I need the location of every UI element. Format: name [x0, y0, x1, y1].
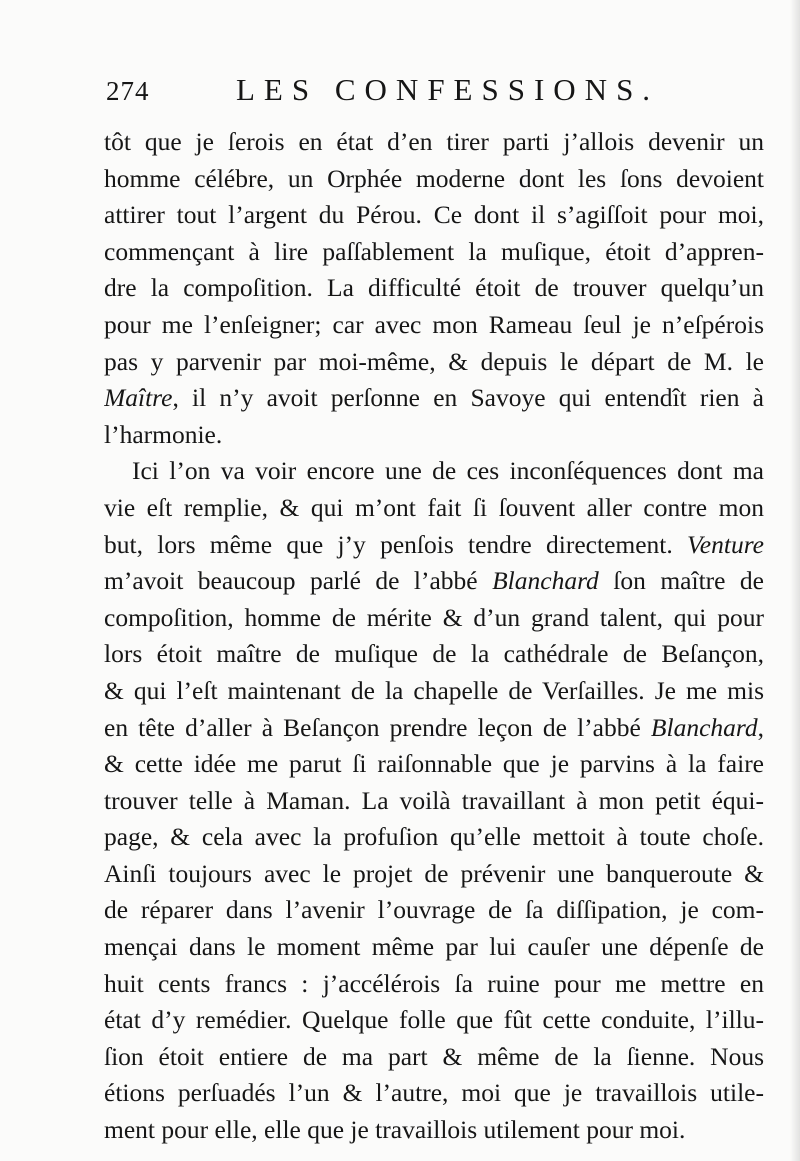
running-title: LES CONFESSIONS.	[236, 72, 660, 107]
text-line: Ainſi toujours avec le projet de prévenir une banqueroute &	[104, 858, 764, 888]
text-line: étions perſuadés l’un & l’autre, moi que je travaillois utile-	[104, 1078, 764, 1108]
page-header	[106, 72, 666, 112]
text-line: & qui l’eſt maintenant de la chapelle de Verſailles. Je me mis	[104, 675, 764, 705]
text-line: page, & cela avec la profuſion qu’elle mettoit à toute choſe.	[104, 822, 764, 852]
text-line: but, lors même que j’y penſois tendre directement. Venture	[104, 529, 764, 559]
text-line: état d’y remédier. Quelque folle que fût cette conduite, l’illu-	[104, 1005, 764, 1035]
text-line: l’harmonie.	[104, 419, 223, 449]
text-line: trouver telle à Maman. La voilà travaillant à mon petit équi-	[104, 785, 764, 815]
text-line: homme célébre, un Orphée moderne dont les ſons devoient	[104, 163, 764, 193]
text-line: commençant à lire paſſablement la muſique, étoit d’appren-	[104, 236, 764, 266]
text-line: Maître, il n’y avoit perſonne en Savoye qui entendît rien à	[104, 383, 764, 413]
body-text	[104, 124, 764, 1149]
text-line: Ici l’on va voir encore une de ces inconſéquences dont ma	[132, 456, 764, 486]
text-line: compoſition, homme de mérite & d’un grand talent, qui pour	[104, 602, 764, 632]
page-number: 274	[106, 76, 150, 106]
text-line: huit cents francs : j’accélérois ſa ruine pour me mettre en	[104, 968, 764, 998]
text-line: en tête d’aller à Beſançon prendre leçon de l’abbé Blanchard,	[104, 712, 764, 742]
text-line: m’avoit beaucoup parlé de l’abbé Blanchard ſon maître de	[104, 566, 764, 596]
text-line: attirer tout l’argent du Pérou. Ce dont il s’agiſſoit pour moi,	[104, 200, 764, 230]
text-line: & cette idée me parut ſi raiſonnable que je parvins à la faire	[104, 749, 764, 779]
text-line: de réparer dans l’avenir l’ouvrage de ſa diſſipation, je com-	[104, 895, 764, 925]
text-line: ment pour elle, elle que je travaillois utilement pour moi.	[104, 1115, 686, 1145]
text-line: lors étoit maître de muſique de la cathédrale de Beſançon,	[104, 639, 764, 669]
text-line: dre la compoſition. La difficulté étoit de trouver quelqu’un	[104, 273, 764, 303]
page-edge-shadow	[790, 0, 800, 1161]
text-line: pas y parvenir par moi-même, & depuis le départ de M. le	[104, 346, 764, 376]
text-line: pour me l’enſeigner; car avec mon Rameau ſeul je n’eſpérois	[104, 309, 764, 339]
text-line: mençai dans le moment même par lui cauſer une dépenſe de	[104, 932, 764, 962]
text-line: ſion étoit entiere de ma part & même de la ſienne. Nous	[104, 1041, 764, 1071]
text-line: vie eſt remplie, & qui m’ont fait ſi ſouvent aller contre mon	[104, 492, 764, 522]
text-line: tôt que je ſerois en état d’en tirer parti j’allois devenir un	[104, 127, 764, 156]
